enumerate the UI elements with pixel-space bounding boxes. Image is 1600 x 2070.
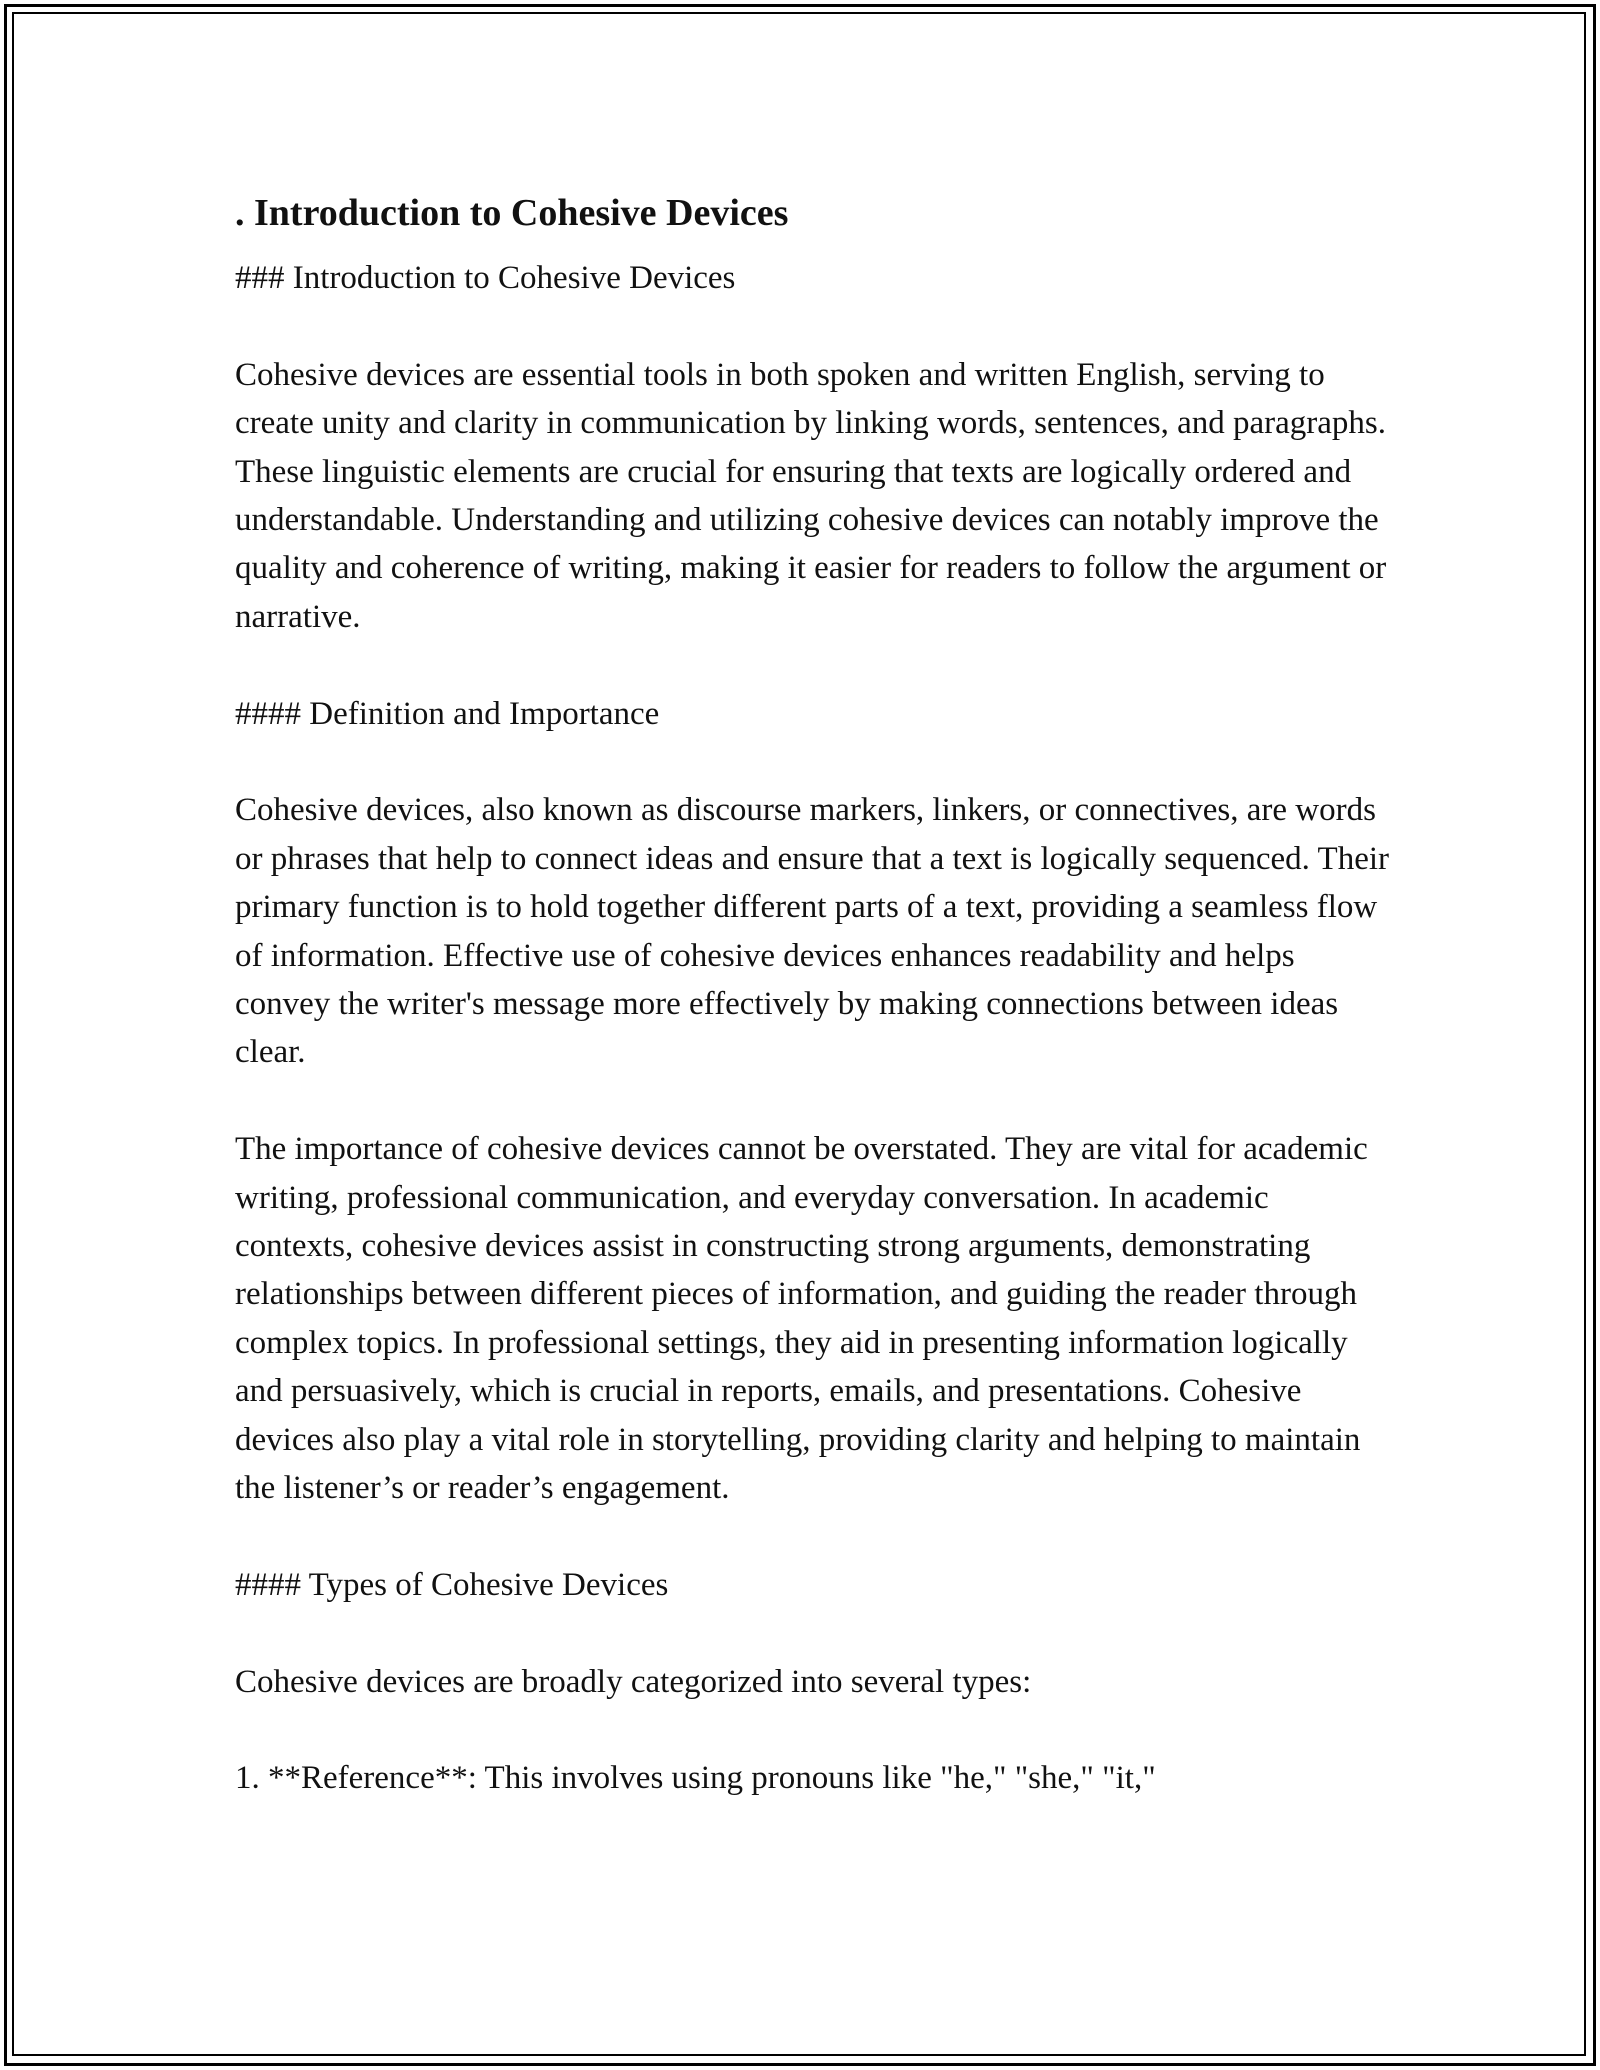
heading-introduction: ### Introduction to Cohesive Devices [235,260,736,296]
document-body [235,184,1395,1851]
heading-types: #### Types of Cohesive Devices [235,1566,669,1603]
paragraph-definition: Cohesive devices, also known as discourse markers, linkers, or connectives, are words or phrases that help to connect ideas and ensure that a text is logically sequenced. Their primary function is to hold together different parts of a text, providing a seamless flow of information. Effective use of cohesive devices enhances readability and helps convey the writer's message more effectively by making connections between ideas clear. [235,792,1390,1071]
paragraph-introduction: Cohesive devices are essential tools in both spoken and written English, serving to create unity and clarity in communication by linking words, sentences, and paragraphs. These linguistic elements are crucial for ensuring that texts are logically ordered and understandable. Understanding and utilizing cohesive devices can notably improve the quality and coherence of writing, making it easier for readers to follow the argument or narrative. [235,356,1387,635]
paragraph-importance: The importance of cohesive devices cannot be overstated. They are vital for academic writing, professional communication, and everyday conversation. In academic contexts, cohesive devices assist in constructing strong arguments, demonstrating relationships between different pieces of information, and guiding the reader through complex topics. In professional settings, they aid in presenting information logically and persuasively, which is crucial in reports, emails, and presentations. Cohesive devices also play a vital role in storytelling, providing clarity and helping to maintain the listener’s or reader’s engagement. [235,1131,1368,1507]
list-item-reference: 1. **Reference**: This involves using pronouns like "he," "she," "it," [235,1760,1156,1797]
document-title: . Introduction to Cohesive Devices [235,192,789,234]
heading-definition-importance: #### Definition and Importance [235,695,660,732]
paragraph-types-intro: Cohesive devices are broadly categorized into several types: [235,1663,1032,1700]
